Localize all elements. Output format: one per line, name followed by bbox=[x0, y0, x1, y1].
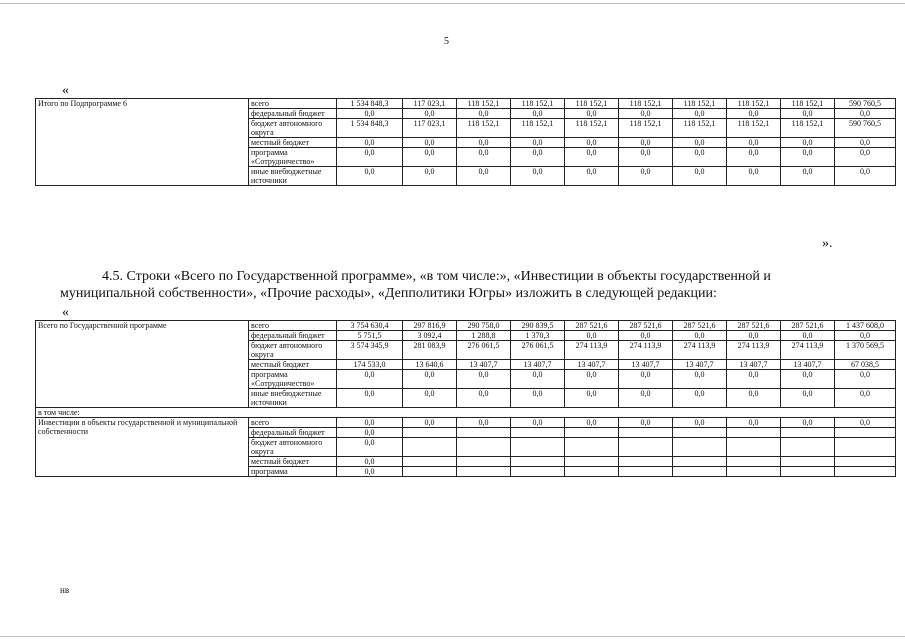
value-cell: 0,0 bbox=[511, 109, 565, 119]
value-cell: 0,0 bbox=[781, 148, 835, 167]
scan-edge-bottom bbox=[0, 636, 905, 637]
row-label-investments: Инвестиции в объекты государственной и муниципальной собственности bbox=[36, 418, 249, 477]
value-cell: 0,0 bbox=[457, 109, 511, 119]
funding-source-cell: федеральный бюджет bbox=[249, 428, 337, 438]
value-cell: 0,0 bbox=[337, 428, 403, 438]
value-cell: 0,0 bbox=[673, 109, 727, 119]
funding-source-cell: местный бюджет bbox=[249, 360, 337, 370]
value-cell: 0,0 bbox=[781, 138, 835, 148]
table-row bbox=[36, 408, 896, 418]
funding-source-cell: иные внебюджетные источники bbox=[249, 389, 337, 408]
value-cell: 0,0 bbox=[835, 167, 896, 186]
value-cell bbox=[565, 467, 619, 477]
table-row bbox=[36, 418, 896, 428]
value-cell: 0,0 bbox=[835, 138, 896, 148]
value-cell: 117 023,1 bbox=[403, 119, 457, 138]
value-cell: 13 407,7 bbox=[457, 360, 511, 370]
value-cell: 297 816,9 bbox=[403, 321, 457, 331]
funding-source-cell: местный бюджет bbox=[249, 138, 337, 148]
value-cell: 0,0 bbox=[835, 109, 896, 119]
value-cell bbox=[781, 428, 835, 438]
page-number: 5 bbox=[444, 36, 449, 47]
value-cell bbox=[403, 438, 457, 457]
value-cell bbox=[565, 457, 619, 467]
value-cell: 1 370 569,5 bbox=[835, 341, 896, 360]
value-cell bbox=[835, 457, 896, 467]
value-cell: 0,0 bbox=[337, 438, 403, 457]
value-cell: 174 533,0 bbox=[337, 360, 403, 370]
value-cell: 287 521,6 bbox=[565, 321, 619, 331]
value-cell bbox=[727, 428, 781, 438]
value-cell bbox=[727, 467, 781, 477]
value-cell: 0,0 bbox=[565, 138, 619, 148]
in-that-number-label: в том числе: bbox=[36, 408, 896, 418]
value-cell: 276 061,5 bbox=[511, 341, 565, 360]
value-cell bbox=[619, 457, 673, 467]
value-cell: 13 640,6 bbox=[403, 360, 457, 370]
value-cell bbox=[511, 428, 565, 438]
funding-source-cell: местный бюджет bbox=[249, 457, 337, 467]
funding-source-cell: всего bbox=[249, 99, 337, 109]
value-cell: 590 760,5 bbox=[835, 119, 896, 138]
value-cell: 0,0 bbox=[565, 331, 619, 341]
value-cell: 0,0 bbox=[337, 167, 403, 186]
value-cell bbox=[835, 428, 896, 438]
value-cell: 1 534 848,3 bbox=[337, 119, 403, 138]
value-cell bbox=[673, 438, 727, 457]
value-cell: 0,0 bbox=[673, 331, 727, 341]
value-cell: 0,0 bbox=[403, 389, 457, 408]
value-cell: 0,0 bbox=[835, 331, 896, 341]
value-cell: 274 113,9 bbox=[619, 341, 673, 360]
value-cell: 0,0 bbox=[727, 331, 781, 341]
value-cell bbox=[727, 438, 781, 457]
value-cell bbox=[619, 467, 673, 477]
value-cell: 0,0 bbox=[565, 148, 619, 167]
value-cell: 0,0 bbox=[781, 418, 835, 428]
value-cell: 0,0 bbox=[457, 167, 511, 186]
funding-source-cell: всего bbox=[249, 321, 337, 331]
value-cell: 118 152,1 bbox=[565, 119, 619, 138]
value-cell bbox=[403, 457, 457, 467]
value-cell: 118 152,1 bbox=[673, 119, 727, 138]
value-cell: 0,0 bbox=[337, 138, 403, 148]
value-cell: 118 152,1 bbox=[457, 99, 511, 109]
value-cell: 0,0 bbox=[337, 370, 403, 389]
value-cell bbox=[565, 438, 619, 457]
value-cell bbox=[403, 428, 457, 438]
value-cell bbox=[781, 457, 835, 467]
funding-source-cell: бюджет автономного округа bbox=[249, 438, 337, 457]
value-cell: 0,0 bbox=[673, 148, 727, 167]
value-cell: 118 152,1 bbox=[565, 99, 619, 109]
value-cell: 0,0 bbox=[619, 148, 673, 167]
value-cell: 0,0 bbox=[619, 370, 673, 389]
value-cell: 0,0 bbox=[337, 109, 403, 119]
close-quote: ». bbox=[822, 236, 833, 251]
value-cell: 118 152,1 bbox=[781, 99, 835, 109]
value-cell: 0,0 bbox=[403, 370, 457, 389]
funding-source-cell: бюджет автономного округа bbox=[249, 341, 337, 360]
value-cell: 0,0 bbox=[673, 389, 727, 408]
value-cell: 0,0 bbox=[781, 109, 835, 119]
value-cell: 118 152,1 bbox=[619, 99, 673, 109]
value-cell bbox=[457, 457, 511, 467]
value-cell: 0,0 bbox=[511, 389, 565, 408]
value-cell: 287 521,6 bbox=[727, 321, 781, 331]
value-cell: 0,0 bbox=[619, 167, 673, 186]
value-cell: 0,0 bbox=[673, 167, 727, 186]
value-cell bbox=[457, 467, 511, 477]
value-cell: 0,0 bbox=[727, 148, 781, 167]
value-cell: 274 113,9 bbox=[565, 341, 619, 360]
subprogram-6-table bbox=[35, 98, 896, 186]
value-cell: 274 113,9 bbox=[781, 341, 835, 360]
value-cell bbox=[511, 467, 565, 477]
value-cell: 290 758,0 bbox=[457, 321, 511, 331]
value-cell: 0,0 bbox=[727, 370, 781, 389]
row-label-subprogram-6: Итого по Подпрограмме 6 bbox=[36, 99, 249, 186]
table-row bbox=[36, 321, 896, 331]
value-cell: 0,0 bbox=[403, 418, 457, 428]
value-cell: 13 407,7 bbox=[781, 360, 835, 370]
value-cell: 0,0 bbox=[565, 418, 619, 428]
value-cell: 13 407,7 bbox=[727, 360, 781, 370]
value-cell bbox=[619, 428, 673, 438]
row-label-total-program: Всего по Государственной программе bbox=[36, 321, 249, 408]
value-cell bbox=[781, 438, 835, 457]
state-program-table bbox=[35, 320, 896, 477]
value-cell: 287 521,6 bbox=[619, 321, 673, 331]
value-cell: 3 092,4 bbox=[403, 331, 457, 341]
value-cell: 274 113,9 bbox=[673, 341, 727, 360]
funding-source-cell: программа bbox=[249, 467, 337, 477]
value-cell: 0,0 bbox=[619, 109, 673, 119]
value-cell: 0,0 bbox=[781, 370, 835, 389]
value-cell: 0,0 bbox=[835, 389, 896, 408]
value-cell: 0,0 bbox=[727, 389, 781, 408]
value-cell: 0,0 bbox=[727, 418, 781, 428]
value-cell: 0,0 bbox=[727, 167, 781, 186]
value-cell: 0,0 bbox=[727, 138, 781, 148]
funding-source-cell: иные внебюджетные источники bbox=[249, 167, 337, 186]
value-cell: 13 407,7 bbox=[673, 360, 727, 370]
value-cell: 117 023,1 bbox=[403, 99, 457, 109]
value-cell: 0,0 bbox=[337, 389, 403, 408]
funding-source-cell: федеральный бюджет bbox=[249, 331, 337, 341]
value-cell: 287 521,6 bbox=[781, 321, 835, 331]
value-cell: 0,0 bbox=[403, 167, 457, 186]
value-cell: 0,0 bbox=[403, 138, 457, 148]
value-cell bbox=[727, 457, 781, 467]
value-cell: 0,0 bbox=[619, 138, 673, 148]
value-cell: 0,0 bbox=[727, 109, 781, 119]
value-cell bbox=[403, 467, 457, 477]
value-cell: 590 760,5 bbox=[835, 99, 896, 109]
value-cell: 0,0 bbox=[511, 148, 565, 167]
value-cell: 1 370,3 bbox=[511, 331, 565, 341]
funding-source-cell: программа «Сотрудничество» bbox=[249, 370, 337, 389]
value-cell: 0,0 bbox=[337, 148, 403, 167]
scan-edge-top bbox=[0, 3, 905, 4]
value-cell: 118 152,1 bbox=[727, 119, 781, 138]
value-cell bbox=[457, 438, 511, 457]
value-cell: 0,0 bbox=[835, 418, 896, 428]
value-cell: 0,0 bbox=[565, 389, 619, 408]
funding-source-cell: бюджет автономного округа bbox=[249, 119, 337, 138]
value-cell: 1 288,8 bbox=[457, 331, 511, 341]
value-cell: 118 152,1 bbox=[727, 99, 781, 109]
value-cell: 0,0 bbox=[781, 331, 835, 341]
value-cell: 0,0 bbox=[511, 370, 565, 389]
value-cell bbox=[457, 428, 511, 438]
value-cell: 118 152,1 bbox=[511, 119, 565, 138]
value-cell: 0,0 bbox=[619, 331, 673, 341]
value-cell: 0,0 bbox=[673, 370, 727, 389]
value-cell: 0,0 bbox=[457, 370, 511, 389]
value-cell: 0,0 bbox=[511, 138, 565, 148]
value-cell bbox=[835, 438, 896, 457]
value-cell: 0,0 bbox=[457, 148, 511, 167]
funding-source-cell: программа «Сотрудничество» bbox=[249, 148, 337, 167]
value-cell: 0,0 bbox=[619, 418, 673, 428]
value-cell: 67 038,5 bbox=[835, 360, 896, 370]
value-cell: 0,0 bbox=[403, 148, 457, 167]
funding-source-cell: федеральный бюджет bbox=[249, 109, 337, 119]
value-cell: 0,0 bbox=[457, 418, 511, 428]
value-cell: 118 152,1 bbox=[457, 119, 511, 138]
value-cell: 0,0 bbox=[511, 418, 565, 428]
value-cell: 0,0 bbox=[511, 167, 565, 186]
value-cell: 0,0 bbox=[565, 167, 619, 186]
value-cell: 3 574 345,9 bbox=[337, 341, 403, 360]
value-cell bbox=[511, 438, 565, 457]
open-quote-2: « bbox=[62, 305, 69, 320]
funding-source-cell: всего bbox=[249, 418, 337, 428]
value-cell bbox=[673, 457, 727, 467]
value-cell bbox=[781, 467, 835, 477]
value-cell: 1 534 848,3 bbox=[337, 99, 403, 109]
footnote-mark: нв bbox=[60, 585, 70, 595]
value-cell: 13 407,7 bbox=[511, 360, 565, 370]
value-cell: 0,0 bbox=[673, 138, 727, 148]
value-cell bbox=[511, 457, 565, 467]
value-cell: 5 751,5 bbox=[337, 331, 403, 341]
value-cell bbox=[835, 467, 896, 477]
value-cell: 1 437 608,0 bbox=[835, 321, 896, 331]
value-cell: 0,0 bbox=[835, 148, 896, 167]
value-cell: 118 152,1 bbox=[511, 99, 565, 109]
value-cell: 3 754 630,4 bbox=[337, 321, 403, 331]
value-cell: 13 407,7 bbox=[565, 360, 619, 370]
value-cell: 0,0 bbox=[781, 167, 835, 186]
value-cell bbox=[619, 438, 673, 457]
open-quote-1: « bbox=[62, 83, 69, 98]
value-cell: 118 152,1 bbox=[673, 99, 727, 109]
value-cell: 118 152,1 bbox=[619, 119, 673, 138]
amendment-paragraph: 4.5. Строки «Всего по Государственной программе», «в том числе:», «Инвестиции в объекты государственной и муниципальной собственности», «Прочие расходы», «Деппол‌итики Югры» изложить в следующей редакции: bbox=[60, 269, 771, 301]
value-cell: 118 152,1 bbox=[781, 119, 835, 138]
table-row bbox=[36, 99, 896, 109]
value-cell: 0,0 bbox=[457, 389, 511, 408]
value-cell: 0,0 bbox=[457, 138, 511, 148]
value-cell: 13 407,7 bbox=[619, 360, 673, 370]
value-cell: 0,0 bbox=[781, 389, 835, 408]
value-cell: 0,0 bbox=[337, 457, 403, 467]
value-cell: 0,0 bbox=[565, 370, 619, 389]
value-cell bbox=[673, 467, 727, 477]
value-cell: 274 113,9 bbox=[727, 341, 781, 360]
value-cell: 0,0 bbox=[403, 109, 457, 119]
value-cell: 281 083,9 bbox=[403, 341, 457, 360]
value-cell: 0,0 bbox=[835, 370, 896, 389]
value-cell: 0,0 bbox=[619, 389, 673, 408]
value-cell bbox=[673, 428, 727, 438]
value-cell bbox=[565, 428, 619, 438]
value-cell: 287 521,6 bbox=[673, 321, 727, 331]
value-cell: 0,0 bbox=[337, 418, 403, 428]
value-cell: 0,0 bbox=[565, 109, 619, 119]
value-cell: 276 061,5 bbox=[457, 341, 511, 360]
value-cell: 0,0 bbox=[337, 467, 403, 477]
value-cell: 290 839,5 bbox=[511, 321, 565, 331]
value-cell: 0,0 bbox=[673, 418, 727, 428]
